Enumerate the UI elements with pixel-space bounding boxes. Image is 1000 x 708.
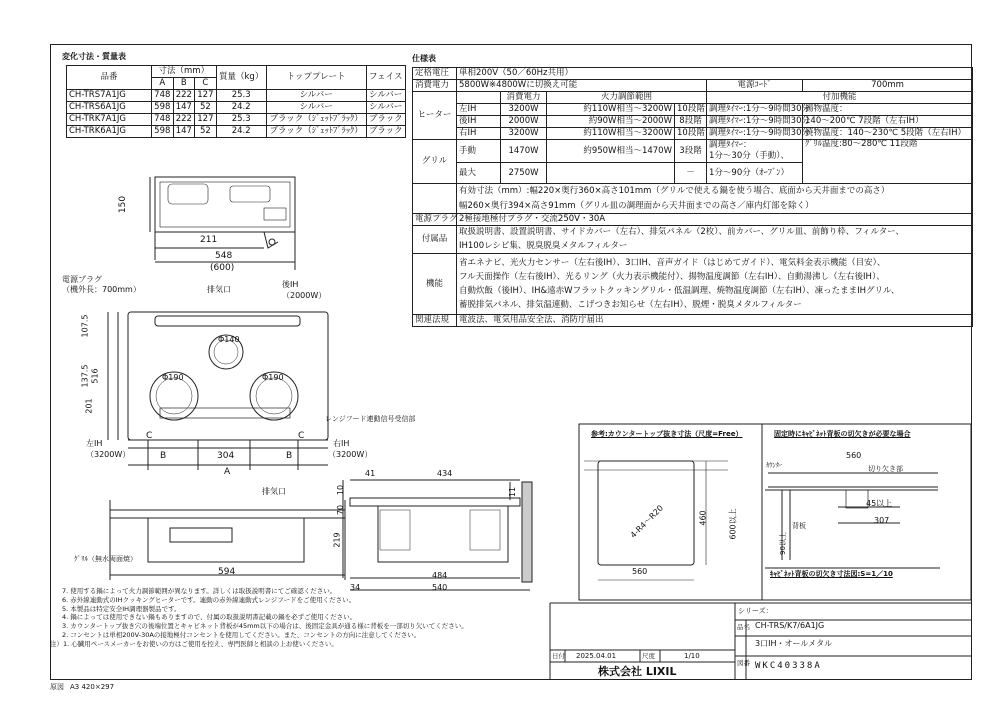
grill-timer-label: 調理ﾀｲﾏｰ： — [709, 140, 752, 150]
th-b: B — [173, 78, 195, 90]
grill-name: 手動 — [457, 140, 501, 163]
col-power: 消費電力 — [501, 92, 547, 104]
power-value: 5800W※4800Wに切換え可能 — [457, 80, 707, 92]
th-face: フェイス — [366, 66, 405, 90]
cell-face: ブラック — [366, 126, 405, 138]
name-label: 品名 — [737, 623, 750, 631]
cell-c: 127 — [195, 114, 217, 126]
col-func: 付加機能 — [707, 92, 973, 104]
cell-a: 598 — [152, 126, 174, 138]
th-a: A — [152, 78, 174, 90]
cutout-width: 560 — [632, 567, 648, 576]
grill-steps: － — [675, 163, 707, 184]
note: 3. カウンタートップ抜き穴の後端位置とキャビネット背板が45mm以下の場合は、後固定金具が通る様に背板を一部切り欠いてください。 — [62, 622, 468, 631]
date-value: 2025.04.01 — [576, 652, 617, 660]
heater-name: 左IH — [457, 104, 501, 116]
cell-model: CH-TRS7A1JG — [67, 90, 152, 102]
functions-4: 蓄脱排気パネル、排気温連動、こげつきお知らせ（左右IH）、脱煙・脱臭メタルフィルター — [459, 300, 802, 311]
heater-timer: 調理ﾀｲﾏｰ:1分～9時間30分 — [707, 128, 803, 140]
heater-timer: 調理ﾀｲﾏｰ:1分～9時間30分 — [707, 116, 803, 128]
dim-107: 107.5 — [80, 314, 90, 338]
cell-face: シルバー — [366, 90, 405, 102]
hob-front-view — [110, 510, 345, 518]
grill-range: 約950W相当～1470W — [547, 140, 675, 163]
dim-594: 594 — [218, 567, 236, 577]
cell-b: 147 — [173, 102, 195, 114]
accessories-2: IH100レシピ集、脱臭脱臭メタルフィルター — [459, 240, 628, 251]
rear-ih-label: 後IH — [282, 280, 299, 289]
voltage-value: 単相200V（50／60Hz共用） — [457, 68, 973, 80]
heater-range: 約90W相当～2000W — [547, 116, 675, 128]
scale-label: 尺度 — [642, 652, 655, 660]
cell-b: 147 — [173, 126, 195, 138]
effective-dims-2: 幅260×奥行394×高さ91mm（グリル皿の調理面から天井面までの高さ／庫内灯部を除く） — [459, 200, 814, 211]
dim-c-left: C — [146, 431, 153, 441]
heater-steps: 8段階 — [675, 116, 707, 128]
heater-range: 約110W相当～3200W — [547, 128, 675, 140]
note: 7. 使用する鍋によって火力調節範囲が異なります。詳しくは取扱説明書にてご確認ください。 — [62, 587, 337, 595]
heater-watt: 3200W — [501, 104, 547, 116]
cord-label: 電源ｺｰﾄﾞ — [707, 80, 803, 92]
th-top: トッププレート — [266, 66, 366, 90]
cell-c: 52 — [195, 126, 217, 138]
functions-3: 自動炊飯（後IH）、IH&遠赤Wフラットクッキングリル・低温調理、焼物温度調節（左右IH）、凍ったままIHグリル、 — [459, 286, 900, 297]
note: 6. 赤外線連動式のIHクッキングヒーターです。連動の赤外線連動式レンジフードをご使用ください。 — [62, 595, 356, 604]
cutout-height: 460 — [698, 510, 708, 526]
functions-1: 省エネナビ、光火力センサー（左右後IH）、3口IH、音声ガイド（はじめてガイド）、電気料金表示機能（目安）、 — [459, 258, 886, 269]
cell-a: 748 — [152, 90, 174, 102]
cell-top: ブラック（ｼﾞｪｯﾄﾌﾞﾗｯｸ） — [266, 126, 366, 138]
cell-top: シルバー — [266, 102, 366, 114]
power-label: 消費電力 — [413, 80, 457, 92]
heater-name: 右IH — [457, 128, 501, 140]
heater-name: 後IH — [457, 116, 501, 128]
grill-watt: 1470W — [501, 140, 547, 163]
heater-range: 約110W相当～3200W — [547, 104, 675, 116]
col-range: 火力調節範囲 — [547, 92, 707, 104]
note: 2. コンセントは単相200V-30Aの接地極付コンセントを使用してください。また、コンセントの方向に注意してください。 — [62, 630, 421, 639]
dim-540: 540 — [432, 583, 448, 592]
heater-label: ヒーター — [413, 92, 457, 140]
cutout-radius: 4-R4～R20 — [628, 503, 665, 540]
dim-304: 304 — [217, 451, 235, 461]
fry-temp-label: 揚物温度： — [805, 104, 848, 115]
model-table-title: 変化寸法・質量表 — [62, 52, 126, 61]
th-c: C — [195, 78, 217, 90]
dia-190-left: Φ190 — [162, 373, 184, 382]
grill-watt: 2750W — [501, 163, 547, 184]
hob-side-view — [350, 498, 520, 506]
dim-600: (600) — [210, 263, 235, 273]
plug-label: 電源プラグ — [413, 213, 457, 225]
power-plug-length: （機外長：700mm） — [62, 285, 141, 294]
dim-34: 34 — [350, 583, 361, 592]
fry-temp: 140～200℃ 7段階（左右IH） — [803, 116, 973, 128]
notch-scale: ｷｬﾋﾞﾈｯﾄ背板の切欠き寸法図:S=1／10 — [770, 570, 893, 578]
scale-value: 1/10 — [684, 652, 700, 660]
left-ih-label: 左IH — [86, 439, 103, 448]
heater-watt: 3200W — [501, 128, 547, 140]
doc-label: 図番 — [737, 659, 750, 667]
cell-mass: 24.2 — [216, 102, 266, 114]
series-value: CH-TRS/K7/6A1JG — [755, 621, 825, 630]
heater-steps: 10段階 — [675, 104, 707, 116]
notch-back: 背板 — [792, 522, 806, 530]
notch-width: 560 — [846, 451, 862, 460]
dim-219: 219 — [332, 532, 342, 548]
dim-10: 10 — [336, 484, 346, 496]
dim-c-right: C — [298, 431, 305, 441]
cell-a: 748 — [152, 114, 174, 126]
functions-2: フル天面操作（左右後IH）、光るリング（火力表示機能付）、揚物温度調節（左右IH）、自動湯沸し（左右後IH）、 — [459, 272, 885, 283]
acc-label: 付属品 — [413, 225, 457, 253]
dim-211: 211 — [200, 235, 218, 245]
dim-41: 41 — [365, 469, 376, 478]
range-hood-label: レンジフード連動信号受信部 — [325, 415, 416, 423]
right-ih-label: 右IH — [333, 439, 350, 448]
law-label: 関連法規 — [413, 315, 457, 327]
dim-11: 11 — [508, 486, 518, 498]
cell-top: シルバー — [266, 90, 366, 102]
cutout-title: 参考:カウンタートップ抜き寸法（尺度=Free） — [591, 430, 743, 438]
dia-140: Φ140 — [218, 335, 240, 344]
cell-mass: 24.2 — [216, 126, 266, 138]
cell-model: CH-TRK7A1JG — [67, 114, 152, 126]
notch-counter: ｶｳﾝﾀｰ — [766, 461, 783, 469]
dim-b-left: B — [160, 451, 167, 461]
grill-label: グリル — [413, 140, 457, 184]
dim-434: 434 — [437, 469, 453, 478]
th-model: 品番 — [67, 66, 152, 90]
cell-face: ブラック — [366, 114, 405, 126]
notch-307: 307 — [874, 516, 890, 525]
cell-mass: 25.3 — [216, 114, 266, 126]
dim-548: 548 — [215, 251, 233, 261]
note: 4. 鍋によっては使用できない鍋もありますので、付属の取扱説明書記載の鍋を必ずご使用ください。 — [62, 613, 357, 622]
cell-a: 598 — [152, 102, 174, 114]
right-ih-watt: （3200W） — [328, 450, 373, 459]
cell-b: 222 — [173, 90, 195, 102]
date-label: 日付 — [552, 652, 565, 660]
note: 5. 本製品は特定安全IH調理器製品です。 — [62, 604, 181, 613]
exhaust-2-label: 排気口 — [262, 487, 286, 496]
footer-orig: 原図 — [50, 683, 64, 691]
grill-temp: 140～230℃ 5段階（左右IH） — [847, 128, 967, 139]
func-label: 機能 — [413, 254, 457, 315]
grill-timer-1: 1分～30分（手動）、 — [709, 151, 789, 162]
exhaust-label: 排気口 — [207, 285, 231, 294]
dim-484: 484 — [432, 571, 448, 580]
grill-timer-2: 1分～90分（ｵｰﾌﾞﾝ） — [707, 163, 803, 184]
grill-name: 最大 — [457, 163, 501, 184]
company-logo: 株式会社 LIXIL — [598, 665, 677, 678]
cell-c: 52 — [195, 102, 217, 114]
cell-face: シルバー — [366, 102, 405, 114]
note: 注）1. 心臓用ペースメーカーをお使いの方はご使用を控え、専門医師と相談の上お使いください。 — [50, 639, 338, 648]
cutout-outline — [598, 461, 694, 565]
accessories-1: 取扱説明書、設置説明書、サイドカバー（左右）、排気パネル（2枚）、前カバー、グリル皿、前飾り枠、フィルター、 — [459, 226, 904, 237]
notch-title: 固定時にｷｬﾋﾞﾈｯﾄ背板の切欠きが必要な場合 — [774, 430, 911, 438]
dim-137: 137.5 — [80, 364, 90, 388]
notch-cut: 切り欠き部 — [868, 465, 903, 473]
th-dims: 寸法（mm） — [152, 66, 217, 78]
dia-190-right: Φ190 — [262, 373, 284, 382]
dim-70: 70 — [336, 504, 346, 516]
spec-title: 仕様表 — [412, 54, 436, 63]
cell-model: CH-TRK6A1JG — [67, 126, 152, 138]
plug-value: 2極接地極付プラグ・交流250V・30A — [457, 213, 973, 225]
cell-top: ブラック（ｼﾞｪｯﾄﾌﾞﾗｯｸ） — [266, 114, 366, 126]
dim-201: 201 — [84, 398, 94, 414]
footer-size: A3 420×297 — [70, 683, 115, 691]
grill-steps: 3段階 — [675, 140, 707, 163]
rear-ih-watt: （2000W） — [282, 291, 327, 300]
cord-value: 700mm — [803, 80, 973, 92]
chassis-top-outline — [155, 177, 295, 232]
cell-mass: 25.3 — [216, 90, 266, 102]
name-value: 3口IH・オールメタル — [755, 639, 833, 648]
dim-b-right: B — [286, 451, 293, 461]
cell-b: 222 — [173, 114, 195, 126]
cell-c: 127 — [195, 90, 217, 102]
dim-516: 516 — [90, 368, 100, 384]
grill-temp2: ｸﾞﾘﾙ温度:80～280℃ 11段階 — [803, 140, 973, 184]
dim-a: A — [224, 467, 231, 477]
notch-90: 90以上 — [778, 532, 787, 555]
cutout-height-2: 600以上 — [728, 508, 738, 540]
heater-timer: 調理ﾀｲﾏｰ:1分～9時間30分 — [707, 104, 803, 116]
series-label: シリーズ： — [738, 607, 773, 615]
heater-watt: 2000W — [501, 116, 547, 128]
grill-temp-label: 焼物温度： — [805, 128, 848, 139]
notch-45: 45以上 — [866, 499, 893, 508]
dim-150: 150 — [118, 195, 129, 214]
doc-number: WKC40338A — [755, 661, 822, 671]
cell-model: CH-TRS6A1JG — [67, 102, 152, 114]
heater-steps: 10段階 — [675, 128, 707, 140]
voltage-label: 定格電圧 — [413, 68, 457, 80]
left-ih-watt: （3200W） — [86, 450, 131, 459]
effective-dims-1: 有効寸法（mm）:幅220×奥行360×高さ101mm（グリルで使える鍋を使う場合、底面から天井面までの高さ） — [459, 186, 890, 197]
grill-note: ｸﾞﾘﾙ（無水両面焼） — [74, 555, 137, 563]
hob-top-view — [128, 312, 328, 440]
law-value: 電波法、電気用品安全法、消防庁届出 — [457, 315, 973, 327]
power-plug-label: 電源プラグ — [62, 275, 102, 284]
th-mass: 質量（kg） — [216, 66, 266, 90]
